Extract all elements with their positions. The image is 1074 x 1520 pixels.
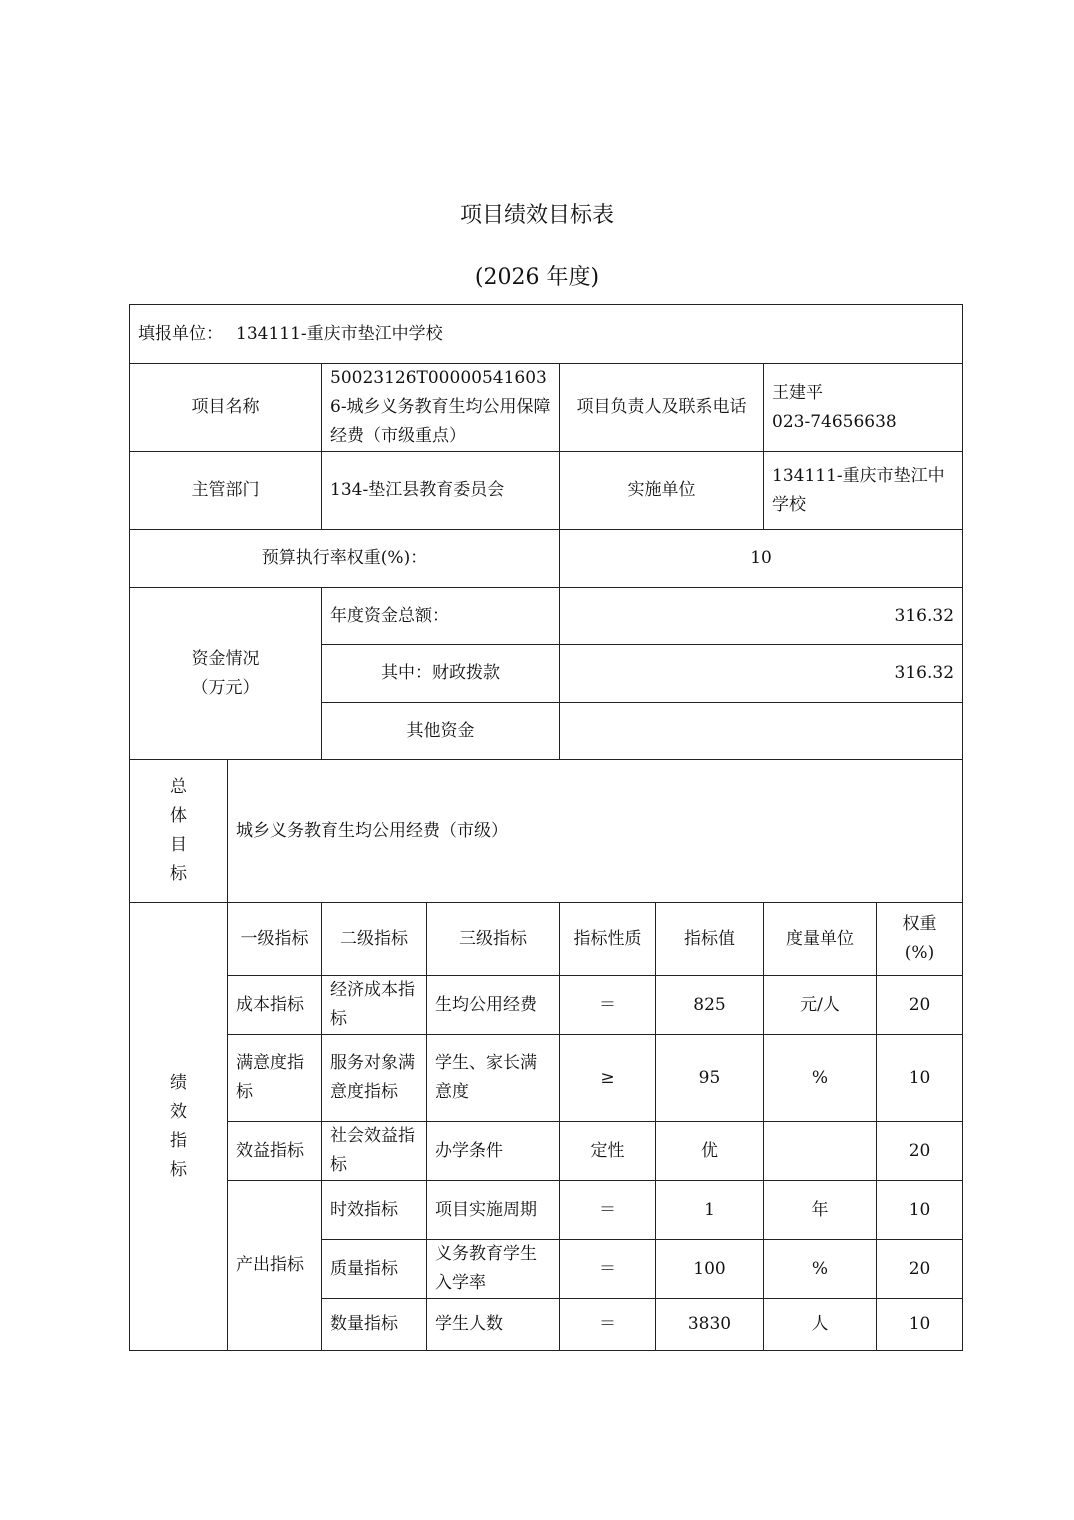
impl-unit-value: 134111-重庆市垫江中学校 [764, 452, 963, 530]
performance-table [129, 304, 963, 1351]
row-value: 825 [656, 976, 764, 1035]
department-label: 主管部门 [130, 452, 322, 530]
row-l1: 产出指标 [228, 1181, 322, 1351]
row-l1: 效益指标 [228, 1122, 322, 1181]
header-nature: 指标性质 [560, 903, 656, 976]
reporting-unit-row [130, 305, 963, 364]
indicators-label: 绩效指标 [130, 903, 228, 1351]
row-weight: 20 [877, 1122, 963, 1181]
row-weight: 10 [877, 1035, 963, 1122]
row-value: 优 [656, 1122, 764, 1181]
project-row [130, 364, 963, 452]
row-unit: % [764, 1035, 877, 1122]
department-value: 134-垫江县教育委员会 [322, 452, 560, 530]
row-l3: 办学条件 [427, 1122, 560, 1181]
row-unit: 人 [764, 1299, 877, 1351]
row-value: 100 [656, 1240, 764, 1299]
budget-weight-value: 10 [560, 530, 963, 588]
row-l3: 义务教育学生入学率 [427, 1240, 560, 1299]
header-l3: 三级指标 [427, 903, 560, 976]
row-weight: 10 [877, 1299, 963, 1351]
row-unit: % [764, 1240, 877, 1299]
funds-label: 资金情况（万元） [130, 588, 322, 760]
project-name-label: 项目名称 [130, 364, 322, 452]
row-l1: 满意度指标 [228, 1035, 322, 1122]
project-leader-phone: 023-74656638 [772, 411, 897, 432]
overall-goal-label: 总体目标 [130, 760, 228, 903]
funds-fiscal-label: 其中：财政拨款 [322, 645, 560, 703]
row-weight: 10 [877, 1181, 963, 1240]
reporting-unit-label: 填报单位： [138, 323, 223, 344]
row-l2: 服务对象满意度指标 [322, 1035, 427, 1122]
row-weight: 20 [877, 976, 963, 1035]
impl-unit-label: 实施单位 [560, 452, 764, 530]
row-l1: 成本指标 [228, 976, 322, 1035]
header-l1: 一级指标 [228, 903, 322, 976]
department-row [130, 452, 963, 530]
reporting-unit-value: 134111-重庆市垫江中学校 [236, 323, 443, 344]
budget-weight-label: 预算执行率权重(%)： [130, 530, 560, 588]
overall-goal-row [130, 760, 963, 903]
funds-total-row [130, 588, 963, 645]
overall-goal-value: 城乡义务教育生均公用经费（市级） [228, 760, 963, 903]
row-l2: 质量指标 [322, 1240, 427, 1299]
row-value: 1 [656, 1181, 764, 1240]
project-leader-label: 项目负责人及联系电话 [560, 364, 764, 452]
project-leader-name: 王建平 [772, 382, 823, 403]
row-l3: 学生人数 [427, 1299, 560, 1351]
table-row [130, 976, 963, 1035]
indicator-header-row [130, 903, 963, 976]
row-nature: ＝ [560, 1181, 656, 1240]
row-nature: 定性 [560, 1122, 656, 1181]
row-value: 95 [656, 1035, 764, 1122]
row-value: 3830 [656, 1299, 764, 1351]
row-l3: 学生、家长满意度 [427, 1035, 560, 1122]
row-l3: 生均公用经费 [427, 976, 560, 1035]
funds-total-value: 316.32 [560, 588, 963, 645]
header-weight: 权重(%) [877, 903, 963, 976]
project-leader-cell [764, 364, 963, 452]
page-title: 项目绩效目标表 [459, 203, 614, 228]
funds-other-value [560, 703, 963, 760]
row-l2: 社会效益指标 [322, 1122, 427, 1181]
row-weight: 20 [877, 1240, 963, 1299]
header-unit: 度量单位 [764, 903, 877, 976]
funds-total-label: 年度资金总额： [322, 588, 560, 645]
project-name-value: 50023126T000005416036-城乡义务教育生均公用保障经费（市级重点） [322, 364, 560, 452]
row-l2: 经济成本指标 [322, 976, 427, 1035]
row-nature: ≥ [560, 1035, 656, 1122]
row-unit: 年 [764, 1181, 877, 1240]
table-row [130, 1181, 963, 1240]
header-value: 指标值 [656, 903, 764, 976]
year-subtitle: (2026 年度) [474, 265, 600, 290]
row-nature: ＝ [560, 1240, 656, 1299]
budget-weight-row [130, 530, 963, 588]
row-unit: 元/人 [764, 976, 877, 1035]
row-unit [764, 1122, 877, 1181]
table-row [130, 1122, 963, 1181]
row-nature: ＝ [560, 976, 656, 1035]
header-l2: 二级指标 [322, 903, 427, 976]
funds-fiscal-value: 316.32 [560, 645, 963, 703]
row-l2: 时效指标 [322, 1181, 427, 1240]
row-l3: 项目实施周期 [427, 1181, 560, 1240]
funds-other-label: 其他资金 [322, 703, 560, 760]
table-row [130, 1035, 963, 1122]
row-l2: 数量指标 [322, 1299, 427, 1351]
row-nature: ＝ [560, 1299, 656, 1351]
